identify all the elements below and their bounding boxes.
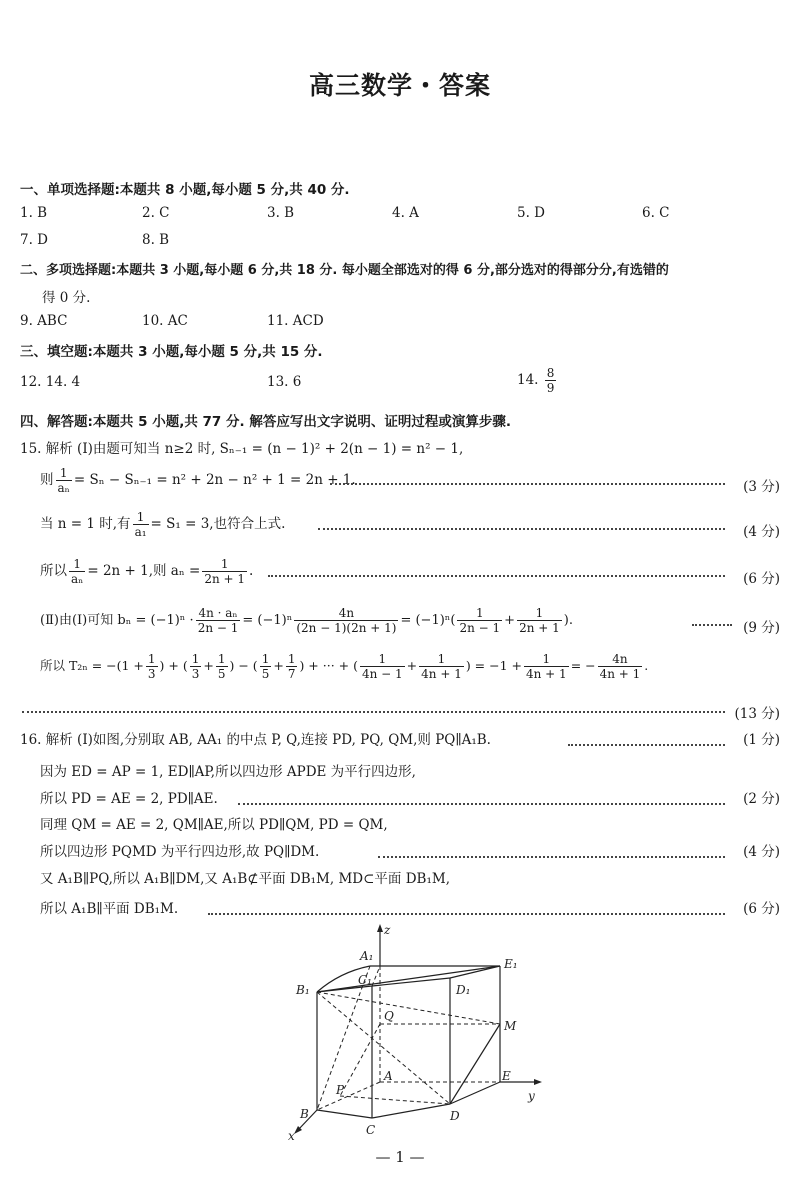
label-A1: A₁ [360, 949, 374, 963]
answer-4: 4. A [392, 205, 419, 221]
section1-header: 一、单项选择题:本题共 8 小题,每小题 5 分,共 40 分. [20, 182, 350, 198]
q16-line3: 所以 PD = AE = 2, PD∥AE. [40, 791, 218, 807]
label-z: z [384, 923, 391, 937]
answer-14-label: 14. [517, 372, 539, 388]
dot-leader [238, 803, 725, 805]
label-B: B [300, 1107, 309, 1121]
answer-9: 9. ABC [20, 313, 68, 329]
dot-leader [330, 483, 725, 485]
answer-12: 12. 14. 4 [20, 374, 81, 390]
q16-line6: 又 A₁B∥PQ,所以 A₁B∥DM,又 A₁B⊄平面 DB₁M, MD⊂平面 DB₁M, [40, 871, 450, 887]
score-4: (4 分) [743, 524, 780, 540]
page-title: 高三数学・答案 [308, 71, 491, 100]
q15-line6: 所以 T₂ₙ = −(1 + $\frac{1}{3}$ ) + ( $\frac{1}{3}$ + $\frac{1}{5}$ ) − ( $\frac{1}{5}$ + $\frac{1}{7}$ ) + ··· + ( $\frac{1}{4n - 1}$ + $\frac{1}{4n + 1}$ ) = −1 + $\frac{1}{4n + 1}$ = − $\frac{4n}{4n + 1}$ . [40, 652, 649, 681]
score-1: (1 分) [743, 732, 780, 748]
section4-header: 四、解答题:本题共 5 小题,共 77 分. 解答应写出文字说明、证明过程或演算步骤. [20, 414, 511, 430]
dot-leader [378, 856, 725, 858]
label-P: P [336, 1083, 345, 1097]
dot-leader [22, 711, 725, 713]
label-D1: D₁ [456, 983, 471, 997]
section2-header-cont: 得 0 分. [42, 290, 91, 306]
dot-leader [318, 528, 725, 530]
answer-1: 1. B [20, 205, 48, 221]
label-y: y [528, 1089, 535, 1103]
score-2: (2 分) [743, 791, 780, 807]
section3-header: 三、填空题:本题共 3 小题,每小题 5 分,共 15 分. [20, 344, 323, 360]
answer-3: 3. B [267, 205, 295, 221]
dot-leader [568, 744, 725, 746]
label-M: M [504, 1019, 517, 1033]
q15-line4: 所以 $\frac{1}{\text{aₙ}}$ = 2n + 1,则 aₙ = $\frac{1}{2n + 1}$ . [40, 557, 254, 586]
q16-line2: 因为 ED = AP = 1, ED∥AP,所以四边形 APDE 为平行四边形, [40, 764, 416, 780]
q16-line7: 所以 A₁B∥平面 DB₁M. [40, 901, 179, 917]
score-4b: (4 分) [743, 844, 780, 860]
dot-leader [692, 624, 732, 626]
q15-line2: 则 $\frac{1}{\text{aₙ}}$ = Sₙ − Sₙ₋₁ = n² + 2n − n² + 1 = 2n + 1. [40, 466, 356, 495]
page-number: — 1 — [375, 1148, 425, 1166]
q16-line1: 16. 解析 (Ⅰ)如图,分别取 AB, AA₁ 的中点 P, Q,连接 PD, PQ, QM,则 PQ∥A₁B. [20, 732, 491, 748]
label-E: E [502, 1069, 511, 1083]
score-9: (9 分) [743, 620, 780, 636]
q15-line1: 15. 解析 (Ⅰ)由题可知当 n≥2 时, Sₙ₋₁ = (n − 1)² + 2(n − 1) = n² − 1, [20, 441, 464, 457]
label-C1: C₁ [358, 973, 372, 987]
answer-14-fraction: $\frac{8}{9}$ [546, 366, 555, 395]
label-x: x [288, 1129, 295, 1143]
answer-13: 13. 6 [267, 374, 302, 390]
answer-10: 10. AC [142, 313, 188, 329]
q16-line4: 同理 QM = AE = 2, QM∥AE,所以 PD∥QM, PD = QM, [40, 817, 388, 833]
answer-2: 2. C [142, 205, 170, 221]
answer-14 [517, 366, 558, 395]
answer-5: 5. D [517, 205, 545, 221]
answer-6: 6. C [642, 205, 670, 221]
q16-line5: 所以四边形 PQMD 为平行四边形,故 PQ∥DM. [40, 844, 320, 860]
label-Q: Q [384, 1009, 394, 1023]
q15-line5: (Ⅱ)由(Ⅰ)可知 bₙ = (−1)ⁿ · $\frac{\text{4n · aₙ}}{2n - 1}$ = (−1)ⁿ $\frac{4n}{(2n - 1)(2n + 1)}$ = (−1)ⁿ( $\frac{1}{2n - 1}$ + $\frac{1}{2n + 1}$ ). [40, 606, 573, 635]
label-B1: B₁ [296, 983, 310, 997]
label-C: C [366, 1123, 376, 1137]
dot-leader [208, 913, 725, 915]
prism-figure [280, 922, 550, 1144]
label-E1: E₁ [504, 957, 518, 971]
section2-header: 二、多项选择题:本题共 3 小题,每小题 6 分,共 18 分. 每小题全部选对的得 6 分,部分选对的得部分分,有选错的 [20, 263, 669, 278]
label-D: D [450, 1109, 460, 1123]
dot-leader [268, 575, 725, 577]
label-A: A [384, 1069, 393, 1083]
score-13: (13 分) [734, 706, 780, 722]
score-6b: (6 分) [743, 901, 780, 917]
answer-8: 8. B [142, 232, 170, 248]
score-3: (3 分) [743, 479, 780, 495]
answer-11: 11. ACD [267, 313, 324, 329]
q15-line3: 当 n = 1 时,有 $\frac{1}{\text{a₁}}$ = S₁ = 3,也符合上式. [40, 510, 286, 539]
score-6: (6 分) [743, 571, 780, 587]
answer-7: 7. D [20, 232, 48, 248]
